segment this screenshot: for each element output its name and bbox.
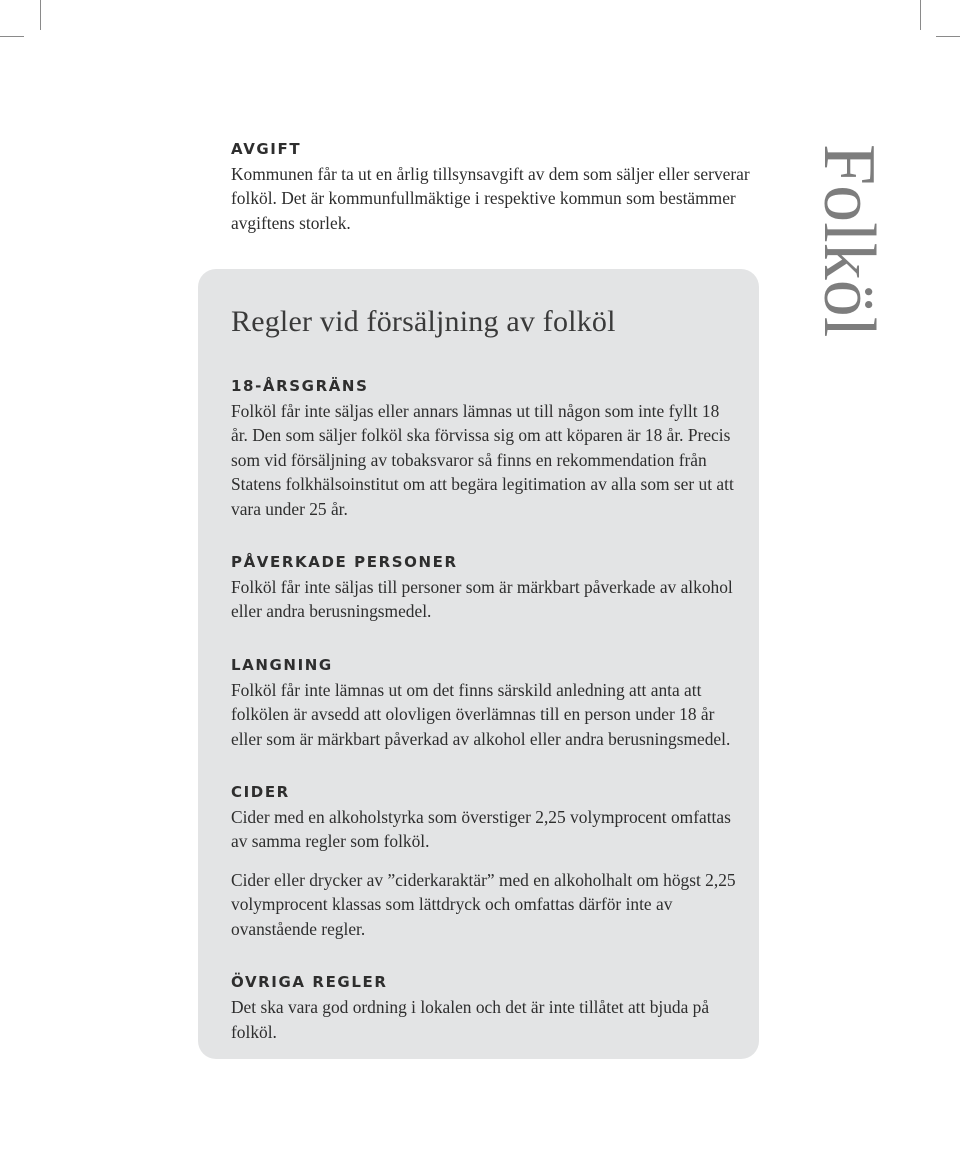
section-heading: LANGNING: [231, 655, 333, 674]
intro-section: [231, 140, 751, 235]
section-text: Folköl får inte säljas till personer som är märkbart påverkade av alkohol eller andra berusningsmedel.: [231, 577, 733, 622]
crop-mark: [936, 36, 960, 37]
section-text: Folköl får inte lämnas ut om det finns särskild anledning att anta att folkölen är avsedd att olovligen överlämnas till en person under 18 år eller som är märkbart påverkad av alkohol eller andra berusningsmedel.: [231, 679, 731, 749]
section-langning: [231, 656, 736, 751]
section-affected-persons: [231, 553, 736, 624]
section-other-rules: [231, 973, 736, 1044]
intro-heading: AVGIFT: [231, 140, 302, 158]
crop-mark: [0, 36, 24, 37]
crop-mark: [40, 0, 41, 30]
section-cider: [231, 783, 736, 941]
section-heading: CIDER: [231, 783, 290, 802]
crop-mark: [920, 0, 921, 30]
rules-box: [198, 269, 759, 1059]
section-text: Folköl får inte säljas eller annars lämnas ut till någon som inte fyllt 18 år. Den som säljer folköl ska förvissa sig om att köparen är 18 år. Precis som vid försäljning av tobaksvaror så finns en rekommendation från Statens folkhälsoinstitut om att begära legitimation av alla som ser ut att vara under 25 år.: [231, 401, 734, 519]
section-age-limit: [231, 377, 736, 521]
section-heading: 18-ÅRSGRÄNS: [231, 377, 369, 395]
side-title: Folköl: [808, 144, 890, 338]
section-text: Cider med en alkoholstyrka som överstiger 2,25 volymprocent omfattas av samma regler som folköl.: [231, 807, 731, 852]
section-heading: ÖVRIGA REGLER: [231, 973, 388, 992]
intro-text: Kommunen får ta ut en årlig tillsynsavgift av dem som säljer eller serverar folköl. Det är kommunfullmäktige i respektive kommun som bestämmer avgiftens storlek.: [231, 164, 750, 233]
section-text: Cider eller drycker av ”ciderkaraktär” med en alkoholhalt om högst 2,25 volymprocent klassas som lättdryck och omfattas därför inte av ovanstående regler.: [231, 869, 736, 939]
section-text: Det ska vara god ordning i lokalen och det är inte tillåtet att bjuda på folköl.: [231, 997, 710, 1042]
rules-title: Regler vid försäljning av folköl: [231, 305, 616, 338]
section-heading: PÅVERKADE PERSONER: [231, 553, 458, 572]
